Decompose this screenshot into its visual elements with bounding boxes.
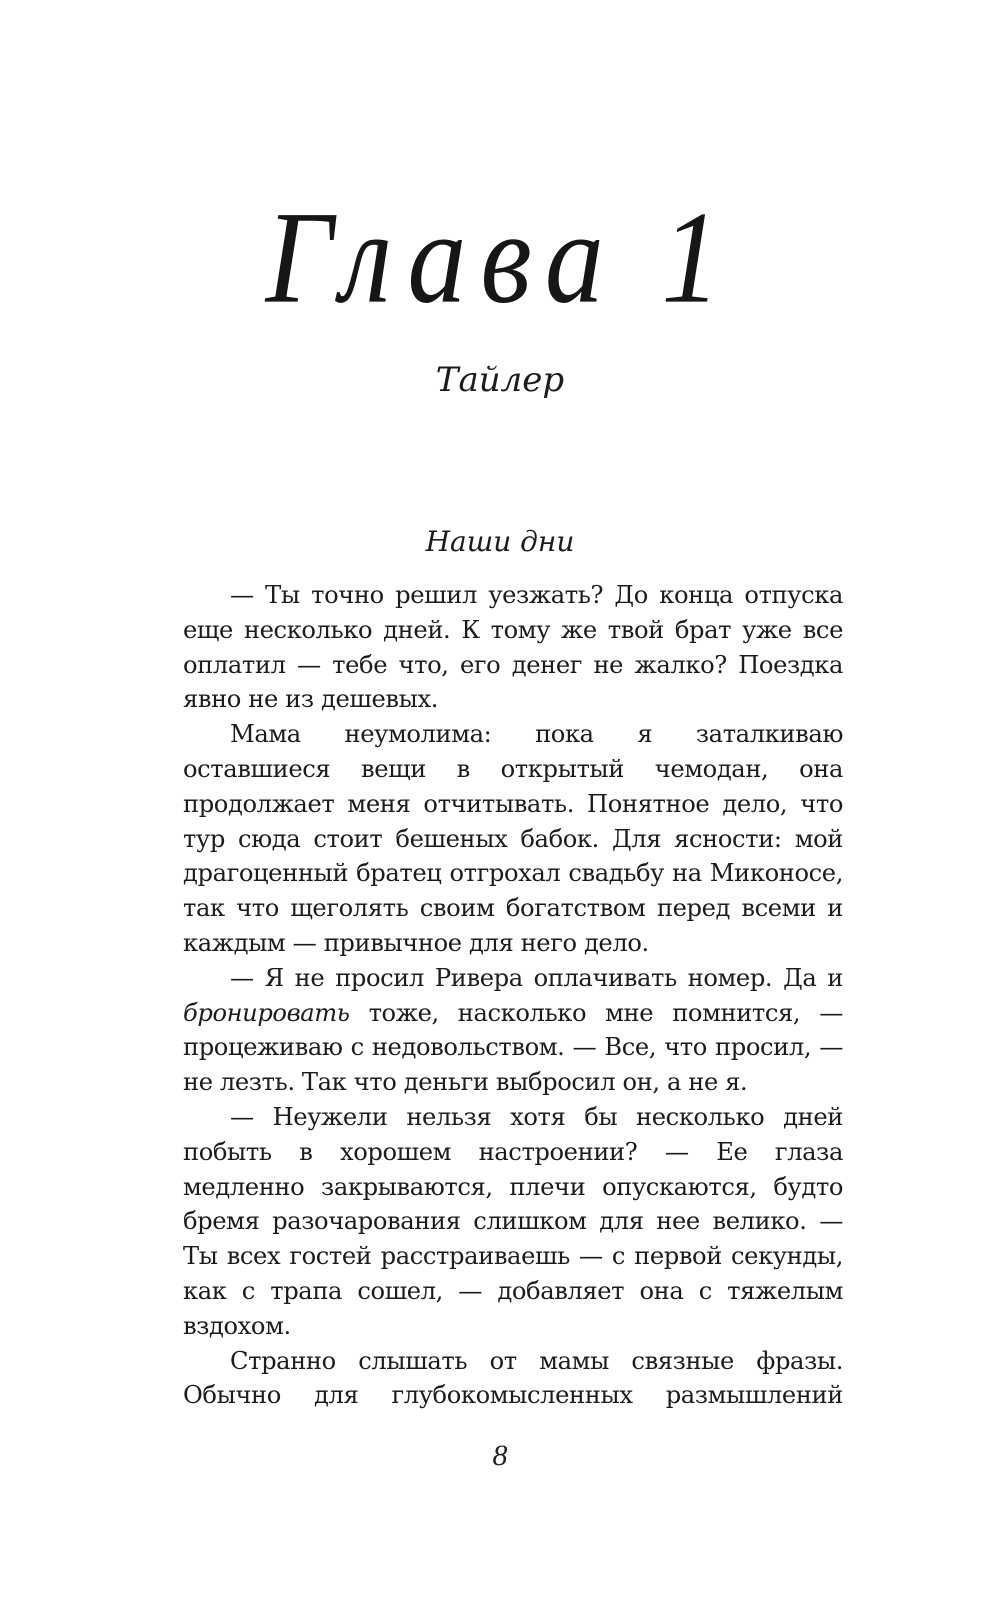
- chapter-title: Глава 1: [265, 184, 735, 331]
- chapter-narrator: Тайлер: [435, 360, 565, 400]
- paragraph: — Я не просил Ривера оплачивать номер. Да и бронировать тоже, насколько мне помнится, — процеживаю с недовольством. — Все, что просил, — не лезть. Так что деньги выбросил он, а не я.: [183, 963, 843, 1097]
- paragraph: — Ты точно решил уезжать? До конца отпуска еще несколько дней. К тому же твой брат уже все оплатил — тебе что, его денег не жалко? Поездка явно не из дешевых.: [183, 581, 843, 714]
- paragraph: Мама неумолима: пока я заталкиваю оставшиеся вещи в открытый чемодан, она продолжает меня отчитывать. Понятное дело, что тур сюда стоит бешеных бабок. Для ясности: мой драгоценный братец отгрохал свадьбу на Миконосе, так что щеголять своим богатством перед всеми и каждым — привычное для него дело.: [183, 720, 843, 957]
- body-text: [183, 578, 843, 1413]
- emphasis-word: бронировать: [183, 998, 350, 1027]
- paragraph: — Неужели нельзя хотя бы несколько дней побыть в хорошем настроении? — Ее глаза медленно закрываются, плечи опускаются, будто бремя разочарования слишком для нее велико. — Ты всех гостей расстраиваешь — с первой секунды, как с трапа сошел, — добавляет она с тяжелым вздохом.: [183, 1102, 843, 1340]
- page-number: 8: [492, 1439, 508, 1472]
- paragraph: Странно слышать от мамы связные фразы. Обычно для глубокомысленных размышлений: [183, 1346, 843, 1410]
- section-time-marker: Наши дни: [425, 525, 575, 558]
